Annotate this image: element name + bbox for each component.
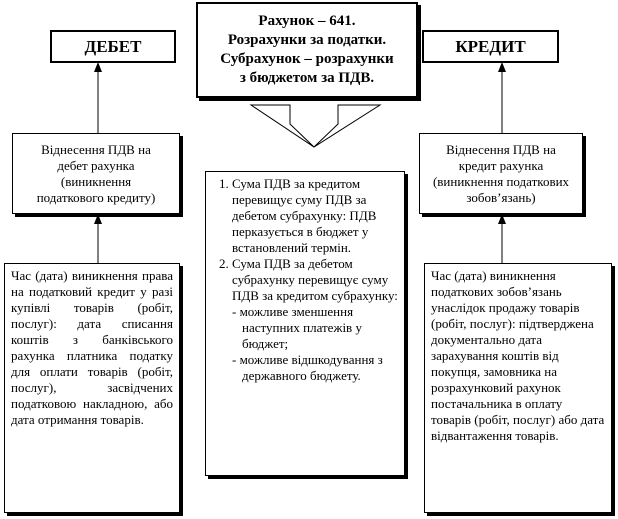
sub-item-1: - можливе зменшення наступних платежів у бюджет; bbox=[232, 304, 362, 351]
credit-mid-box bbox=[419, 133, 583, 214]
arrowhead-debit-mid bbox=[94, 214, 102, 224]
title-line-1: Рахунок – 641. bbox=[258, 13, 356, 29]
center-box bbox=[205, 171, 405, 476]
arrowhead-debit-header bbox=[94, 62, 102, 72]
condition-item-2 bbox=[232, 256, 398, 384]
conditions-list bbox=[210, 176, 398, 384]
title-line-3: Субрахунок – розрахунки bbox=[220, 51, 394, 67]
title-line-2: Розрахунки за податки. bbox=[227, 32, 387, 48]
credit-bottom-box bbox=[424, 263, 612, 513]
credit-mid-text: Віднесення ПДВ на кредит рахунка (виникнення податкових зобов’язань) bbox=[432, 141, 570, 205]
debit-header-label: ДЕБЕТ bbox=[84, 36, 142, 56]
condition-item-1-text: Сума ПДВ за кредитом перевищує суму ПДВ за дебетом субрахунку: ПДВ перказується в бюджет у встановлений термін. bbox=[232, 176, 377, 255]
big-down-arrow bbox=[251, 105, 380, 147]
condition-item-2-text: Сума ПДВ за дебетом субрахунку перевищує суму ПДВ за кредитом субрахунку: bbox=[232, 256, 398, 303]
title-line-4: з бюджетом за ПДВ. bbox=[239, 70, 375, 86]
sub-item-2: - можливе відшкодування з державного бюджету. bbox=[232, 352, 383, 383]
credit-bottom-text: Час (дата) виникнення податкових зобов’язань унаслідок продажу товарів (робіт, послуг): підтверджена документально дата зарахування коштів від покупця, замовника на розрахунковий рахунок постачальника в оплату товарів (робіт, послуг) або дата відвантаження товарів. bbox=[431, 268, 605, 443]
title-box bbox=[196, 2, 418, 98]
debit-header bbox=[50, 30, 176, 63]
debit-bottom-text: Час (дата) виникнення права на податковий кредит у разі купівлі товарів (робіт, послуг): дата списання коштів з банківського рахунка платника податку для оплати товарів (робіт, послуг), засвідчених податковою накладною, або дата отримання товарів. bbox=[11, 268, 173, 427]
credit-header-label: КРЕДИТ bbox=[455, 36, 526, 56]
condition-sublist bbox=[232, 304, 398, 384]
debit-mid-text: Віднесення ПДВ на дебет рахунка (виникнення податкового кредиту) bbox=[36, 141, 156, 205]
condition-item-1 bbox=[232, 176, 398, 256]
credit-header bbox=[422, 30, 559, 63]
debit-bottom-box bbox=[4, 263, 180, 513]
debit-mid-box bbox=[12, 133, 180, 214]
arrowhead-credit-header bbox=[498, 62, 506, 72]
arrowhead-credit-mid bbox=[498, 214, 506, 224]
